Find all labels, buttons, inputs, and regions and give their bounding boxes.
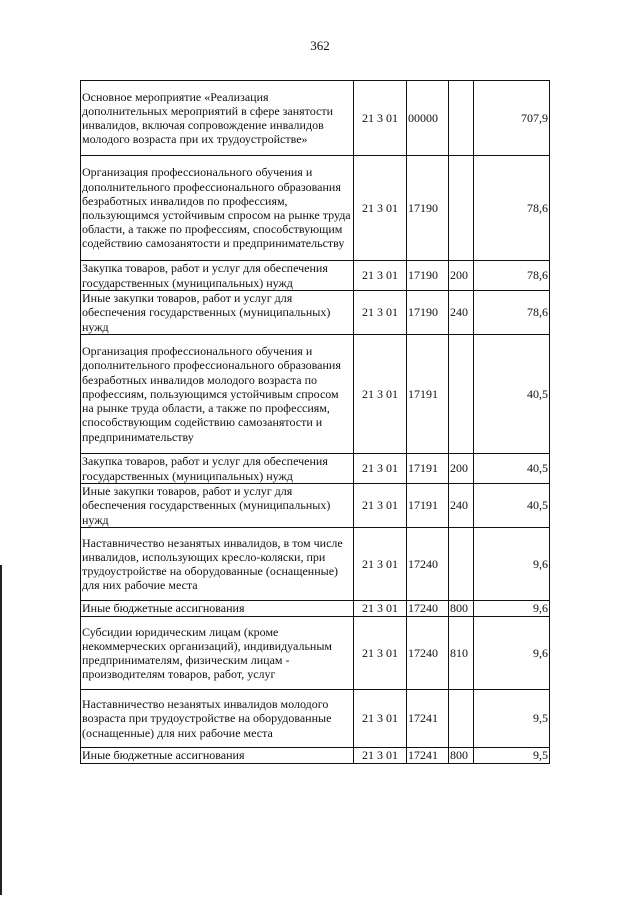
table-row (81, 156, 550, 261)
row-target-article-cell: 17240 (407, 528, 449, 601)
row-expense-type-cell: 810 (449, 617, 474, 690)
row-amount-cell: 9,6 (474, 528, 550, 601)
row-target-article-cell: 17190 (407, 291, 449, 335)
row-classifier-cell: 21 3 01 (354, 617, 407, 690)
row-expense-type-cell: 800 (449, 748, 474, 764)
table-row (81, 335, 550, 454)
row-classifier-cell: 21 3 01 (354, 601, 407, 617)
row-target-article-cell: 17191 (407, 454, 449, 484)
row-amount-cell: 78,6 (474, 261, 550, 291)
row-name-cell: Иные бюджетные ассигнования (81, 748, 354, 764)
row-expense-type-cell: 800 (449, 601, 474, 617)
row-amount-cell: 40,5 (474, 484, 550, 528)
row-name-cell: Организация профессионального обучения и дополнительного профессионального образования безработных инвалидов молодого возраста по профессиям, пользующимся устойчивым спросом на рынке труда области, а также по профессиям, способствующим содействию самозанятости и предпринимательству (81, 335, 354, 454)
row-classifier-cell: 21 3 01 (354, 484, 407, 528)
table-row (81, 454, 550, 484)
row-name-cell: Иные закупки товаров, работ и услуг для обеспечения государственных (муниципальных) нужд (81, 291, 354, 335)
row-target-article-cell: 17241 (407, 748, 449, 764)
table-row (81, 601, 550, 617)
table-row (81, 690, 550, 748)
row-classifier-cell: 21 3 01 (354, 690, 407, 748)
row-expense-type-cell (449, 528, 474, 601)
row-expense-type-cell: 240 (449, 291, 474, 335)
row-name-cell: Наставничество незанятых инвалидов молодого возраста при трудоустройстве на оборудованные (оснащенные) для них рабочие места (81, 690, 354, 748)
row-classifier-cell: 21 3 01 (354, 261, 407, 291)
row-target-article-cell: 00000 (407, 81, 449, 156)
table-row (81, 748, 550, 764)
row-amount-cell: 40,5 (474, 454, 550, 484)
row-expense-type-cell (449, 335, 474, 454)
row-target-article-cell: 17190 (407, 261, 449, 291)
row-classifier-cell: 21 3 01 (354, 291, 407, 335)
row-expense-type-cell: 200 (449, 454, 474, 484)
row-target-article-cell: 17190 (407, 156, 449, 261)
row-amount-cell: 9,5 (474, 748, 550, 764)
table-row (81, 484, 550, 528)
row-amount-cell: 9,6 (474, 617, 550, 690)
row-name-cell: Иные бюджетные ассигнования (81, 601, 354, 617)
row-expense-type-cell (449, 690, 474, 748)
row-classifier-cell: 21 3 01 (354, 335, 407, 454)
row-name-cell: Субсидии юридическим лицам (кроме некоммерческих организаций), индивидуальным предпринимателям, физическим лицам - производителям товаров, работ, услуг (81, 617, 354, 690)
row-name-cell: Закупка товаров, работ и услуг для обеспечения государственных (муниципальных) нужд (81, 454, 354, 484)
row-amount-cell: 40,5 (474, 335, 550, 454)
table-row (81, 617, 550, 690)
row-classifier-cell: 21 3 01 (354, 748, 407, 764)
row-amount-cell: 78,6 (474, 291, 550, 335)
row-expense-type-cell: 200 (449, 261, 474, 291)
row-target-article-cell: 17241 (407, 690, 449, 748)
row-amount-cell: 707,9 (474, 81, 550, 156)
row-classifier-cell: 21 3 01 (354, 156, 407, 261)
row-classifier-cell: 21 3 01 (354, 81, 407, 156)
table-row (81, 528, 550, 601)
row-amount-cell: 78,6 (474, 156, 550, 261)
row-name-cell: Организация профессионального обучения и дополнительного профессионального образования безработных инвалидов по профессиям, пользующимся устойчивым спросом на рынке труда области, а также по профессиям, способствующим содействию самозанятости и предпринимательству (81, 156, 354, 261)
page-number: 362 (310, 38, 330, 53)
row-amount-cell: 9,5 (474, 690, 550, 748)
budget-table (80, 80, 550, 764)
row-name-cell: Закупка товаров, работ и услуг для обеспечения государственных (муниципальных) нужд (81, 261, 354, 291)
row-amount-cell: 9,6 (474, 601, 550, 617)
row-classifier-cell: 21 3 01 (354, 454, 407, 484)
row-expense-type-cell (449, 156, 474, 261)
row-target-article-cell: 17240 (407, 617, 449, 690)
row-target-article-cell: 17191 (407, 335, 449, 454)
table-row (81, 261, 550, 291)
row-classifier-cell: 21 3 01 (354, 528, 407, 601)
row-name-cell: Основное мероприятие «Реализация дополнительных мероприятий в сфере занятости инвалидов, включая сопровождение инвалидов молодого возраста при их трудоустройстве» (81, 81, 354, 156)
row-expense-type-cell (449, 81, 474, 156)
row-target-article-cell: 17191 (407, 484, 449, 528)
row-name-cell: Иные закупки товаров, работ и услуг для обеспечения государственных (муниципальных) нужд (81, 484, 354, 528)
row-target-article-cell: 17240 (407, 601, 449, 617)
table-row (81, 81, 550, 156)
row-name-cell: Наставничество незанятых инвалидов, в том числе инвалидов, использующих кресло-коляски, при трудоустройстве на оборудованные (оснащенные) для них рабочие места (81, 528, 354, 601)
row-expense-type-cell: 240 (449, 484, 474, 528)
table-row (81, 291, 550, 335)
scan-edge-shadow (0, 565, 2, 895)
